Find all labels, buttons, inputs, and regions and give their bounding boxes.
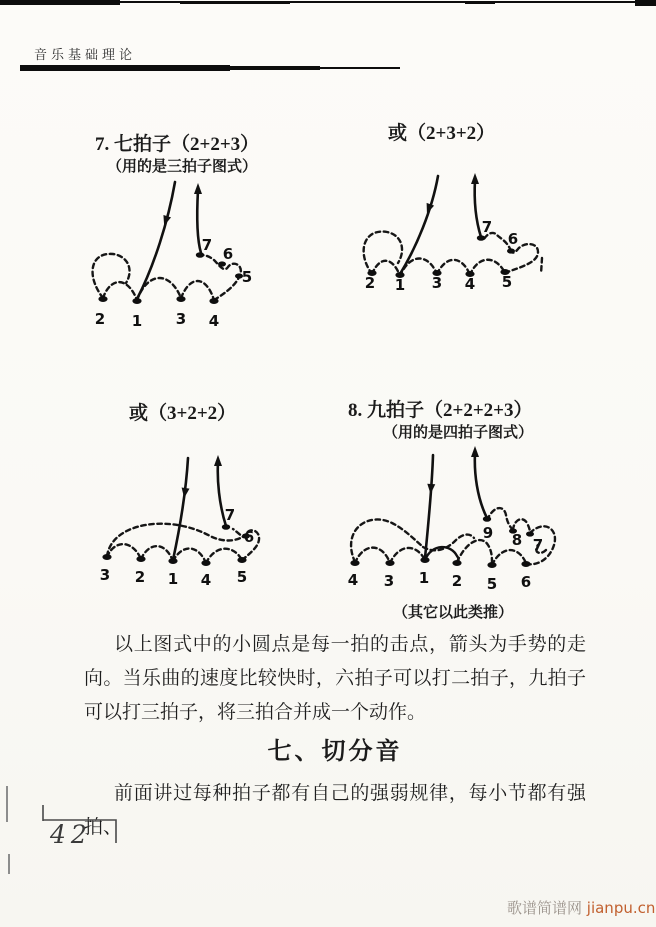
beat-number: 2 — [364, 274, 376, 292]
top-scan-bar-blob — [465, 1, 495, 4]
beat-number: 4 — [200, 571, 212, 589]
beat-number: 2 — [451, 572, 463, 590]
top-scan-bar-mid — [180, 1, 290, 4]
figure3-title: 或（3+2+2） — [129, 403, 237, 424]
header-rule-thin — [315, 67, 400, 69]
figure1-title: 7. 七拍子（2+2+3） — [95, 134, 260, 155]
top-scan-bar-right — [635, 0, 656, 6]
figure3-conducting-diagram — [88, 452, 293, 592]
beat-number: 2 — [134, 568, 146, 586]
beat-number: 5 — [241, 268, 253, 286]
beat-number: 3 — [431, 274, 443, 292]
body-paragraph-2: 前面讲过每种拍子都有自己的强弱规律，每小节都有强拍、 — [84, 783, 586, 838]
figure4-conducting-diagram — [335, 443, 563, 591]
watermark-site-name: 歌谱简谱网 — [507, 899, 587, 917]
beat-number: 1 — [131, 312, 143, 330]
figure4-title: 8. 九拍子（2+2+2+3） — [348, 400, 533, 421]
top-scan-bar-thick-left — [0, 0, 120, 5]
beat-number: 6 — [243, 528, 255, 546]
beat-number: 6 — [507, 230, 519, 248]
figure1-conducting-diagram — [70, 178, 290, 330]
beat-number: 5 — [236, 568, 248, 586]
watermark — [507, 897, 655, 918]
beat-number: 3 — [99, 566, 111, 584]
beat-number: 4 — [464, 275, 476, 293]
header-rule-thick — [20, 65, 230, 71]
page-number: 42 — [50, 820, 92, 849]
body-paragraph-1: 以上图式中的小圆点是每一拍的击点，箭头为手势的走向。当乐曲的速度比较快时，六拍子可以打二拍子，九拍子可以打三拍子，将三拍合并成一个动作。 — [84, 634, 586, 723]
figure4-subtitle: （用的是四拍子图式） — [383, 425, 534, 441]
beat-number: 7 — [224, 506, 236, 524]
scan-artifact-line — [8, 854, 10, 874]
beat-number: 7 — [201, 236, 213, 254]
beat-number: 5 — [486, 575, 498, 591]
header-rule-mid — [225, 66, 320, 70]
beat-number: 6 — [520, 573, 532, 591]
beat-number: 7 — [532, 536, 544, 554]
beat-number: 1 — [394, 276, 406, 294]
figure2-conducting-diagram — [352, 170, 567, 310]
section-heading: 七、切分音 — [267, 739, 403, 765]
beat-number: 7 — [481, 218, 493, 236]
figure2-title: 或（2+3+2） — [388, 123, 496, 144]
beat-number: 1 — [167, 570, 179, 588]
beat-number: 6 — [222, 245, 234, 263]
beat-number: 9 — [482, 524, 494, 542]
figure1-subtitle: （用的是三拍子图式） — [107, 159, 258, 175]
beat-number: 2 — [94, 310, 106, 328]
figure-note: （其它以此类推） — [393, 605, 514, 621]
watermark-domain: jianpu.cn — [586, 899, 656, 917]
beat-number: 5 — [501, 273, 513, 291]
beat-number: 1 — [418, 569, 430, 587]
beat-number: 3 — [383, 572, 395, 590]
scan-artifact-line — [6, 786, 8, 822]
beat-number: 4 — [347, 571, 359, 589]
beat-number: 3 — [175, 310, 187, 328]
beat-number: 4 — [208, 312, 220, 330]
running-head: 音乐基础理论 — [34, 48, 137, 63]
beat-number: 8 — [511, 531, 523, 549]
